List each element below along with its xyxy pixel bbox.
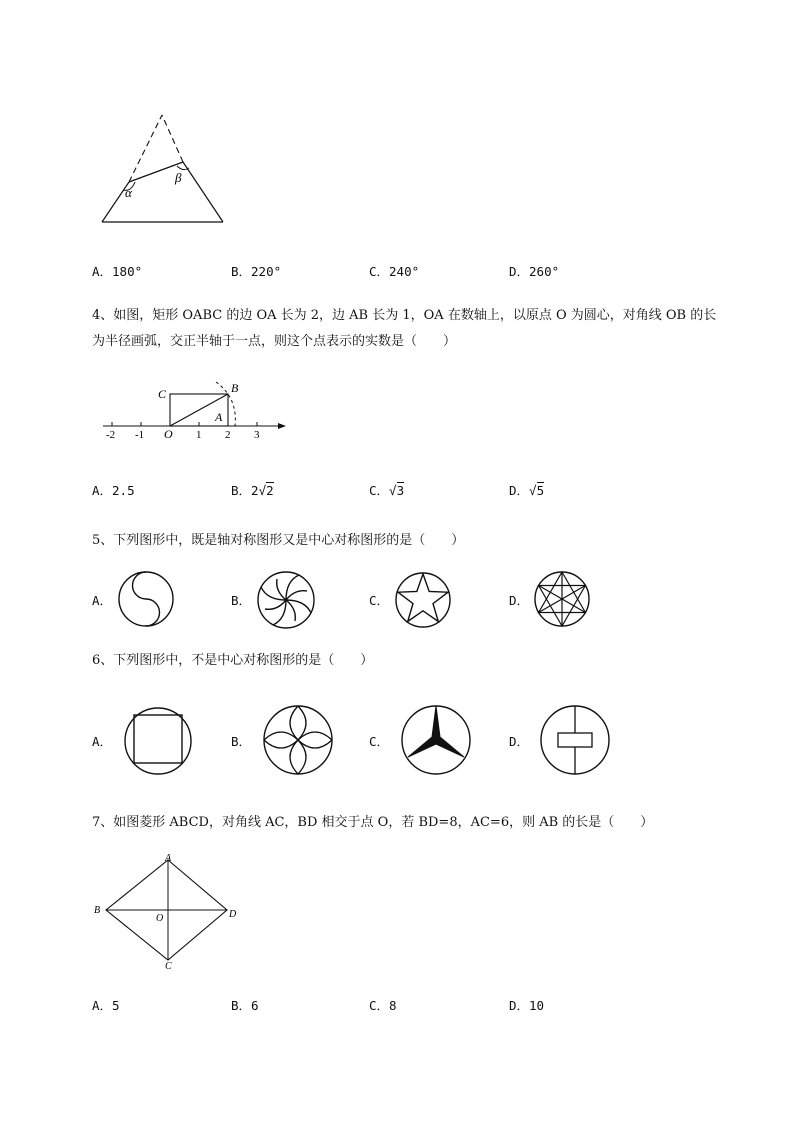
q5-figure-a-taiji-icon bbox=[116, 569, 176, 629]
q4-option-c-prefix: C． bbox=[369, 483, 390, 498]
q3-right-side bbox=[183, 162, 223, 222]
q4-tick-label: -2 bbox=[106, 429, 116, 441]
q3-option-d[interactable]: D．260° bbox=[509, 264, 560, 279]
q5-figure-c-star-icon bbox=[393, 569, 453, 629]
q3-dashed-right bbox=[162, 115, 183, 162]
q6-figure-c-tristar-icon bbox=[399, 703, 473, 777]
q5-figure-d-hexastar-icon bbox=[532, 569, 592, 629]
q3-option-b[interactable]: B．220° bbox=[231, 264, 282, 279]
q7-label-o: O bbox=[156, 913, 164, 924]
q4-label-b: B bbox=[231, 381, 239, 395]
q4-number-line-figure bbox=[98, 378, 293, 442]
q6-option-c[interactable]: C． bbox=[369, 734, 390, 749]
q5-text: 5、下列图形中，既是轴对称图形又是中心对称图形的是（ ） bbox=[92, 533, 465, 548]
q5-option-b[interactable]: B． bbox=[231, 593, 252, 608]
q5-option-c[interactable]: C． bbox=[369, 593, 390, 608]
q3-triangle-figure bbox=[95, 110, 235, 230]
sqrt-icon: √ bbox=[529, 483, 537, 498]
q4-option-d-prefix: D． bbox=[509, 483, 530, 498]
q6-option-b[interactable]: B． bbox=[231, 734, 252, 749]
q4-option-b-prefix: B． bbox=[231, 483, 252, 498]
q4-option-b-radicand: 2 bbox=[266, 483, 274, 498]
q6-figure-a-square-in-circle-icon bbox=[122, 705, 194, 777]
q7-option-d[interactable]: D．10 bbox=[509, 998, 545, 1013]
q7-label-b: B bbox=[94, 905, 101, 916]
q4-option-b-coef: 2 bbox=[251, 483, 259, 498]
q6-text: 6、下列图形中，不是中心对称图形的是（ ） bbox=[92, 653, 374, 668]
q4-option-c-radicand: 3 bbox=[396, 483, 405, 498]
q7-option-a[interactable]: A．5 bbox=[92, 998, 120, 1013]
q4-tick-label: 1 bbox=[196, 429, 202, 441]
q3-option-a[interactable]: A．180° bbox=[92, 264, 143, 279]
q7-text: 7、如图菱形 ABCD，对角线 AC，BD 相交于点 O，若 BD=8，AC=6，则 AB 的长是（ ） bbox=[92, 815, 654, 830]
q5-option-d[interactable]: D． bbox=[509, 593, 530, 608]
q6-figure-d-coin-icon bbox=[538, 703, 612, 777]
q4-option-b[interactable] bbox=[231, 481, 274, 499]
q4-text-line1: 4、如图，矩形 OABC 的边 OA 长为 2，边 AB 长为 1，OA 在数轴上，以原点 O 为圆心，对角线 OB 的长 bbox=[92, 308, 717, 323]
q5-option-a[interactable]: A． bbox=[92, 593, 113, 608]
q4-text-line2: 为半径画弧，交正半轴于一点，则这个点表示的实数是（ ） bbox=[92, 334, 457, 349]
sqrt-icon: √ bbox=[258, 483, 267, 498]
q4-option-a-prefix: A． bbox=[92, 483, 113, 498]
q4-tick-label: 3 bbox=[254, 429, 260, 441]
q3-beta-label: β bbox=[175, 170, 182, 185]
q7-rhombus-figure bbox=[90, 850, 250, 972]
q6-option-d[interactable]: D． bbox=[509, 734, 530, 749]
q5-figure-b-pinwheel-icon bbox=[255, 569, 317, 631]
q4-option-d[interactable] bbox=[509, 481, 544, 499]
q4-tick-label-origin: O bbox=[164, 427, 173, 441]
q7-label-d: D bbox=[229, 909, 237, 920]
q4-axis-arrow bbox=[278, 423, 286, 429]
q7-option-c[interactable]: C．8 bbox=[369, 998, 397, 1013]
q4-tick-label: 2 bbox=[225, 429, 231, 441]
q3-alpha-label: α bbox=[125, 185, 132, 200]
q6-figure-b-petals-icon bbox=[261, 703, 335, 777]
q7-option-b[interactable]: B．6 bbox=[231, 998, 259, 1013]
q4-option-a[interactable] bbox=[92, 481, 135, 499]
q4-label-a: A bbox=[215, 410, 223, 424]
q4-option-c[interactable] bbox=[369, 481, 404, 499]
q4-option-a-value: 2.5 bbox=[112, 483, 135, 498]
q4-label-c: C bbox=[158, 387, 167, 401]
q4-option-d-radicand: 5 bbox=[536, 483, 545, 498]
q7-label-a: A bbox=[165, 853, 172, 864]
q3-option-c[interactable]: C．240° bbox=[369, 264, 420, 279]
q4-tick-label: -1 bbox=[135, 429, 145, 441]
q6-option-a[interactable]: A． bbox=[92, 734, 113, 749]
q7-label-c: C bbox=[165, 961, 172, 972]
sqrt-icon: √ bbox=[389, 483, 397, 498]
